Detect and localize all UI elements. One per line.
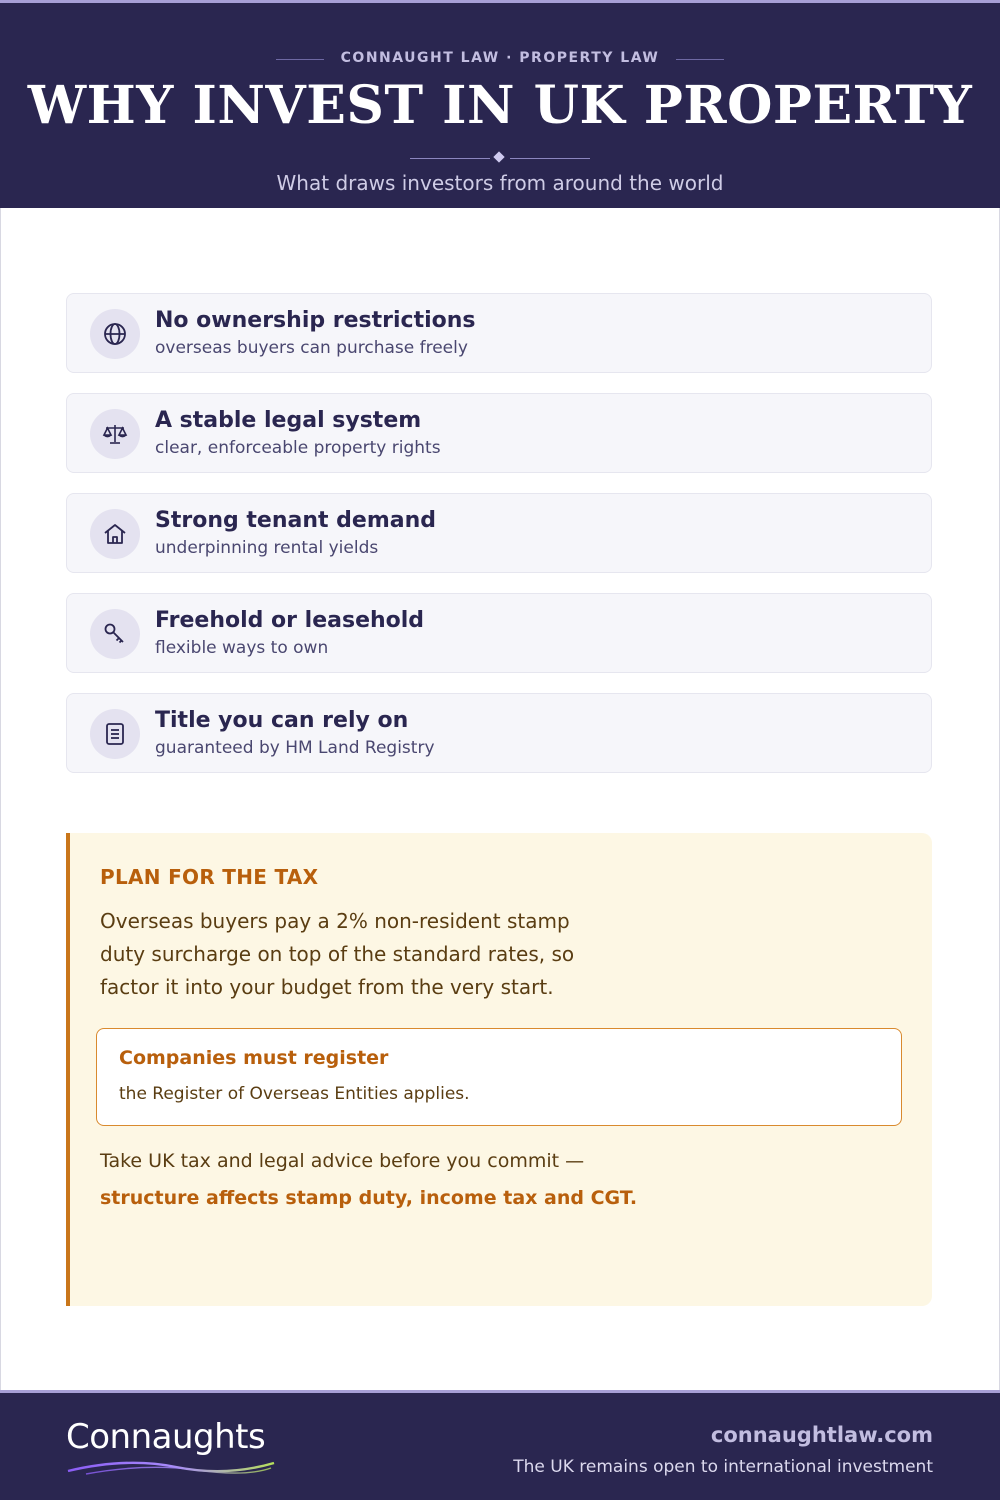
feature-subtitle: flexible ways to own [155,638,329,658]
feature-subtitle: guaranteed by HM Land Registry [155,738,435,758]
page-subtitle: What draws investors from around the world [276,171,724,195]
feature-title: Strong tenant demand [155,508,437,533]
page-title: WHY INVEST IN UK PROPERTY [27,75,973,136]
scales-icon [90,409,140,459]
feature-title: Freehold or leasehold [155,608,425,633]
register-notice [96,1028,902,1126]
tax-callout [66,833,932,1306]
eyebrow-rule-right [676,59,724,60]
feature-title: No ownership restrictions [155,308,476,333]
divider-right [510,158,590,159]
feature-subtitle: clear, enforceable property rights [155,438,441,458]
tax-heading: PLAN FOR THE TAX [100,865,319,889]
register-title: Companies must register [119,1047,389,1069]
key-icon [90,609,140,659]
divider-diamond [493,151,504,162]
brand-logo: Connaughts [66,1417,266,1457]
footer-bar [0,1390,1000,1500]
eyebrow-text: CONNAUGHT LAW · PROPERTY LAW [340,50,660,66]
logo-swoosh-icon [66,1459,276,1477]
feature-card-legal [66,393,932,473]
website-link[interactable]: connaughtlaw.com [710,1423,933,1447]
feature-title: Title you can rely on [155,708,409,733]
feature-title: A stable legal system [155,408,422,433]
advice-lead: Take UK tax and legal advice before you commit — [100,1150,585,1172]
advice-emphasis: structure affects stamp duty, income tax and CGT. [100,1187,638,1209]
advice-text [100,1143,880,1217]
feature-subtitle: underpinning rental yields [155,538,379,558]
globe-icon [90,309,140,359]
feature-card-tenure [66,593,932,673]
document-icon [90,709,140,759]
house-icon [90,509,140,559]
tax-body: Overseas buyers pay a 2% non-resident stamp duty surcharge on top of the standard rates, so factor it into your budget from the very start. [100,909,575,999]
feature-card-tenant [66,493,932,573]
feature-card-title [66,693,932,773]
divider-left [410,158,490,159]
feature-subtitle: overseas buyers can purchase freely [155,338,468,358]
feature-card-ownership [66,293,932,373]
header-banner [0,0,1000,208]
register-text: the Register of Overseas Entities applies. [119,1084,470,1104]
footer-tagline: The UK remains open to international investment [513,1457,933,1477]
